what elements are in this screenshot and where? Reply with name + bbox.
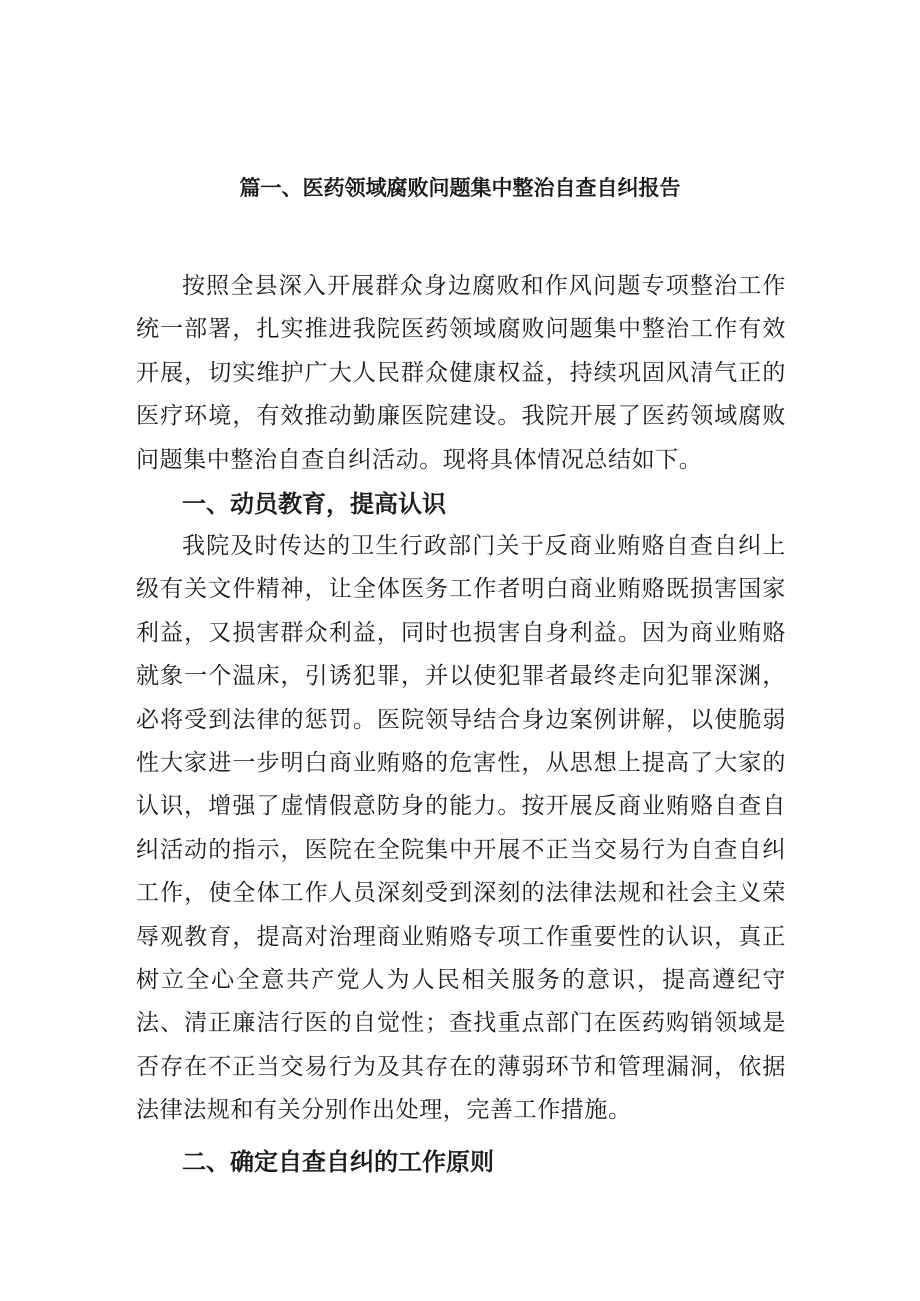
document-title: 篇一、医药领域腐败问题集中整治自查自纠报告 [239,176,681,200]
intro-paragraph: 按照全县深入开展群众身边腐败和作风问题专项整治工作统一部署，扎实推进我院医药领域腐败问题集中整治工作有效开展，切实维护广大人民群众健康权益，持续巩固风清气正的医疗环境，有效推动勤廉医院建设。我院开展了医药领域腐败问题集中整治自查自纠活动。现将具体情况总结如下。 [136,273,786,473]
section-1-heading: 一、动员教育，提高认识 [182,490,446,518]
section-2-heading: 二、确定自查自纠的工作原则 [182,1148,494,1176]
section-1-paragraph: 我院及时传达的卫生行政部门关于反商业贿赂自查自纠上级有关文件精神，让全体医务工作者明白商业贿赂既损害国家利益，又损害群众利益，同时也损害自身利益。因为商业贿赂就象一个温床，引诱犯罪，并以使犯罪者最终走向犯罪深渊，必将受到法律的惩罚。医院领导结合身边案例讲解，以使脆弱性大家进一步明白商业贿赂的危害性，从思想上提高了大家的认识，增强了虚情假意防身的能力。按开展反商业贿赂自查自纠活动的指示，医院在全院集中开展不正当交易行为自查自纠工作，使全体工作人员深刻受到深刻的法律法规和社会主义荣辱观教育，提高对治理商业贿赂专项工作重要性的认识，真正树立全心全意共产党人为人民相关服务的意识，提高遵纪守法、清正廉洁行医的自觉性；查找重点部门在医药购销领域是否存在不正当交易行为及其存在的薄弱环节和管理漏洞，依据法律法规和有关分别作出处理，完善工作措施。 [136,533,786,1124]
